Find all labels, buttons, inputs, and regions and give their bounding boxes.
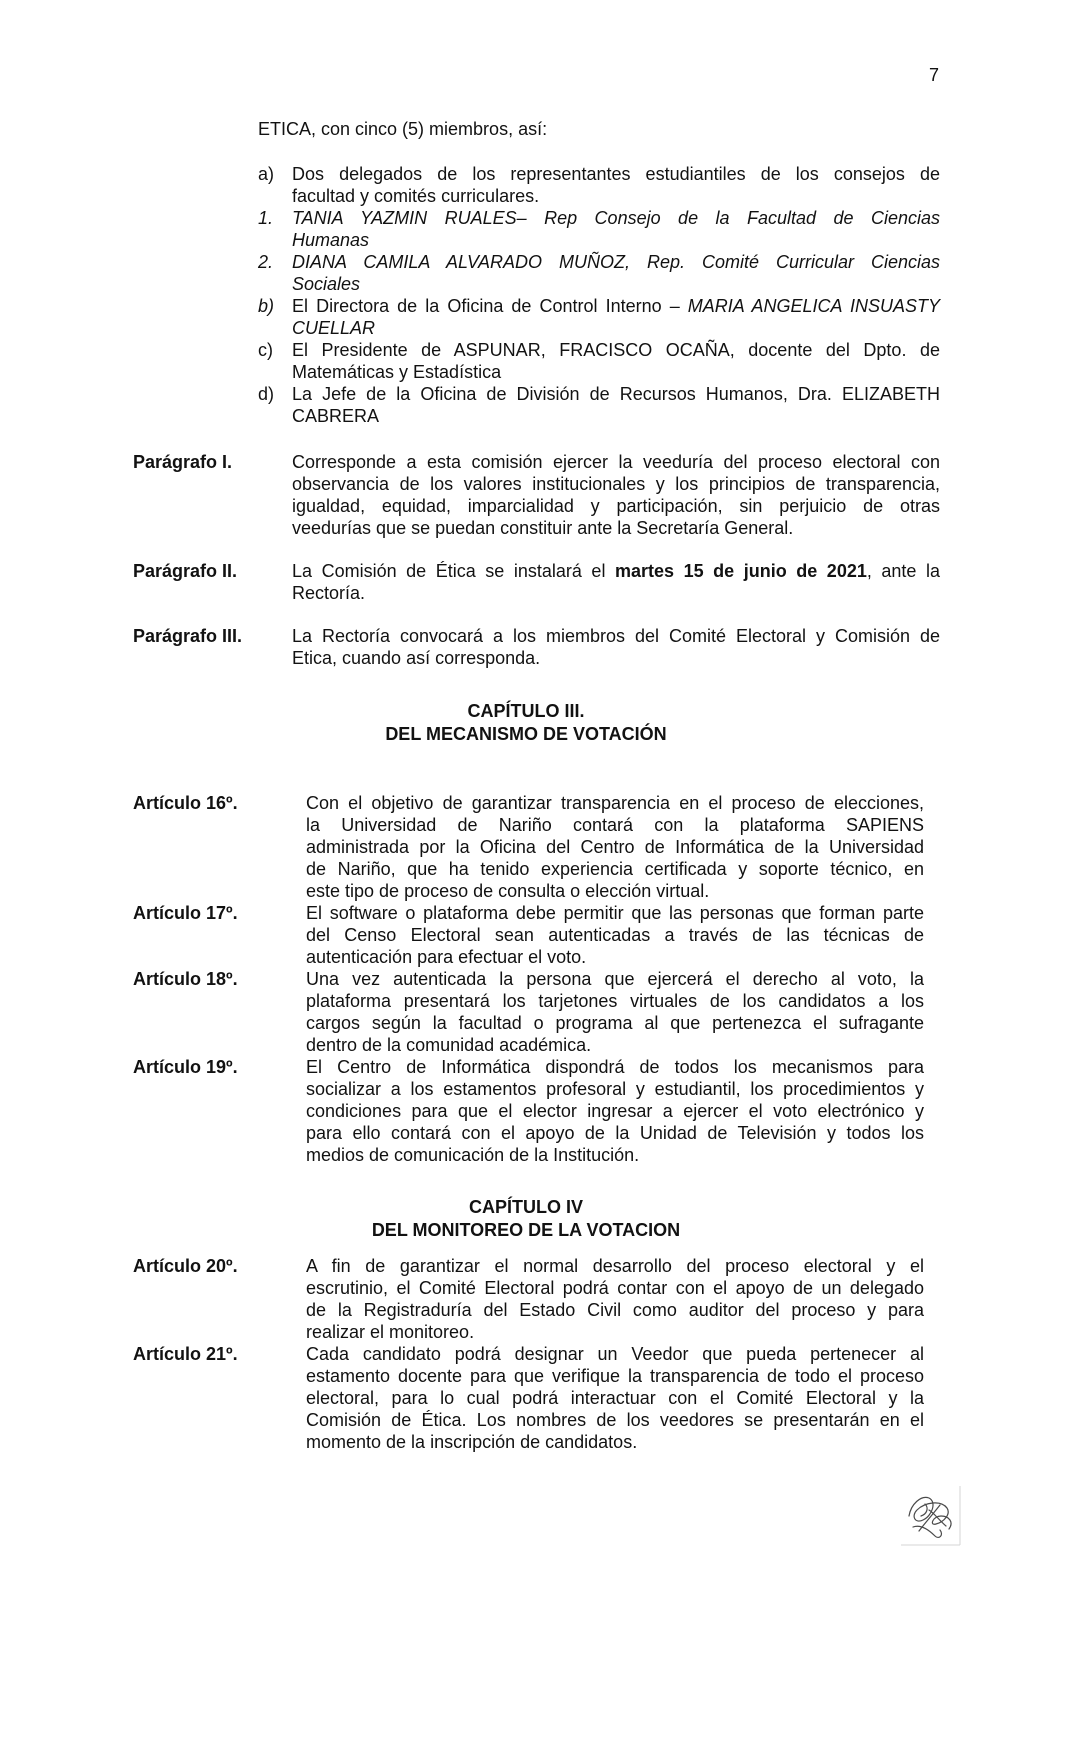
text-line: autenticación para efectuar el voto. (306, 947, 587, 967)
member-item-text (292, 163, 940, 207)
article-label: Artículo 16º. (133, 793, 238, 813)
page-number: 7 (929, 65, 940, 85)
text-line: veedurías que se puedan constituir ante la Secretaría General. (292, 518, 794, 538)
text-line: plataforma presentará los tarjetones virtuales de los candidatos a los (306, 991, 924, 1011)
chapter-3-subtitle: DEL MECANISMO DE VOTACIÓN (385, 724, 667, 744)
members-list (0, 163, 1068, 427)
text-line: administrada por la Oficina del Centro de Informática de la Universidad (306, 837, 924, 857)
text-line: Cada candidato podrá designar un Veedor que pueda pertenecer al (306, 1344, 924, 1364)
article (0, 792, 1068, 902)
member-item (0, 207, 1068, 251)
chapter-3-heading (133, 700, 919, 746)
chapter-4-heading (133, 1196, 919, 1242)
member-item-text (292, 339, 940, 383)
paragraphs-section (0, 451, 1068, 690)
article-label: Artículo 18º. (133, 969, 238, 989)
text-line: igualdad, equidad, imparcialidad y participación, sin perjuicio de otras (292, 496, 940, 516)
text-segment: CUELLAR (292, 318, 376, 338)
article-text (306, 968, 924, 1056)
text-line: facultad y comités curriculares. (292, 186, 540, 206)
member-item-text (292, 207, 940, 251)
article-text (306, 1343, 924, 1453)
member-item-label: 2. (258, 252, 274, 272)
text-line: observancia de los valores institucionales y los principios de transparencia, (292, 474, 940, 494)
text-segment: La Comisión de Ética se instalará el (292, 561, 615, 581)
paragraph-text (292, 625, 940, 669)
text-line: de Nariño, que ha tenido experiencia certificada y soporte técnico, en (306, 859, 924, 879)
member-item (0, 295, 1068, 339)
member-item (0, 339, 1068, 383)
paragraph-label: Parágrafo I. (133, 452, 233, 472)
text-line: Humanas (292, 230, 370, 250)
member-item-text (292, 383, 940, 427)
text-line: para ello contará con el apoyo de la Unidad de Televisión y todos los (306, 1123, 924, 1143)
article (0, 1056, 1068, 1166)
text-line: cargos según la facultad o programa al que pertenezca el sufragante (306, 1013, 924, 1033)
text-segment: , ante la (866, 561, 941, 581)
article (0, 1343, 1068, 1453)
text-line: Etica, cuando así corresponda. (292, 648, 541, 668)
member-item-label: 1. (258, 208, 274, 228)
text-segment: martes 15 de junio de 2021 (615, 561, 867, 581)
text-segment: MARIA ANGELICA INSUASTY (687, 296, 940, 316)
text-line (292, 560, 940, 582)
text-line: momento de la inscripción de candidatos. (306, 1432, 638, 1452)
chapter-4-subtitle: DEL MONITOREO DE LA VOTACION (371, 1220, 681, 1240)
member-item-text (292, 251, 940, 295)
member-item (0, 163, 1068, 207)
text-line: DIANA CAMILA ALVARADO MUÑOZ, Rep. Comité Curricular Ciencias (292, 252, 940, 272)
article-label: Artículo 19º. (133, 1057, 238, 1077)
chapter-4-articles (0, 1255, 1068, 1453)
text-line: El software o plataforma debe permitir que las personas que forman parte (306, 903, 924, 923)
text-line: escrutinio, el Comité Electoral podrá contar con el apoyo de un delegado (306, 1278, 924, 1298)
member-item-label: b) (258, 296, 275, 316)
text-line: realizar el monitoreo. (306, 1322, 475, 1342)
text-line: Comisión de Ética. Los nombres de los veedores se presentarán en el (306, 1410, 924, 1430)
paragraph-text (292, 560, 940, 604)
text-line (292, 295, 940, 317)
member-item (0, 251, 1068, 295)
member-item (0, 383, 1068, 427)
member-item-label: d) (258, 384, 275, 404)
article-label: Artículo 17º. (133, 903, 238, 923)
chapter-3-articles (0, 792, 1068, 1166)
article (0, 902, 1068, 968)
text-line: Dos delegados de los representantes estudiantiles de los consejos de (292, 164, 940, 184)
text-line: El Centro de Informática dispondrá de todos los mecanismos para (306, 1057, 924, 1077)
text-line: Rectoría. (292, 583, 366, 603)
chapter-3-title: CAPÍTULO III. (467, 701, 585, 721)
paragraph (0, 625, 1068, 669)
text-line: socializar a los estamentos profesoral y estudiantil, los procedimientos y (306, 1079, 924, 1099)
text-line: de la Registraduría del Estado Civil como auditor del proceso y para (306, 1300, 924, 1320)
member-item-text (292, 295, 940, 339)
text-line: Sociales (292, 274, 361, 294)
text-line: condiciones para que el elector ingresar a ejercer el voto electrónico y (306, 1101, 924, 1121)
article-text (306, 1056, 924, 1166)
article-label: Artículo 21º. (133, 1344, 238, 1364)
handwritten-signature (899, 1486, 963, 1548)
text-line: El Presidente de ASPUNAR, FRACISCO OCAÑA, docente del Dpto. de (292, 340, 940, 360)
paragraph-label: Parágrafo II. (133, 561, 238, 581)
text-line: TANIA YAZMIN RUALES– Rep Consejo de la Facultad de Ciencias (292, 208, 940, 228)
text-line: del Censo Electoral sean autenticadas a través de las técnicas de (306, 925, 924, 945)
text-segment: El Directora de la Oficina de Control Interno – (292, 296, 688, 316)
text-line: Matemáticas y Estadística (292, 362, 502, 382)
intro-text: ETICA, con cinco (5) miembros, así: (258, 119, 548, 139)
article-text (306, 902, 924, 968)
text-line: Una vez autenticada la persona que ejercerá el derecho al voto, la (306, 969, 924, 989)
text-line: A fin de garantizar el normal desarrollo del proceso electoral y el (306, 1256, 924, 1276)
text-line (292, 317, 940, 339)
paragraph-text (292, 451, 940, 539)
article (0, 1255, 1068, 1343)
chapter-4-title: CAPÍTULO IV (468, 1197, 583, 1217)
text-line: este tipo de proceso de consulta o elección virtual. (306, 881, 710, 901)
member-item-label: c) (258, 340, 273, 360)
text-line: electoral, para lo cual podrá interactuar con el Comité Electoral y la (306, 1388, 924, 1408)
text-line: estamento docente para que verifique la transparencia de todo el proceso (306, 1366, 924, 1386)
article-text (306, 1255, 924, 1343)
text-line: Corresponde a esta comisión ejercer la veeduría del proceso electoral con (292, 452, 940, 472)
text-line: dentro de la comunidad académica. (306, 1035, 592, 1055)
article-text (306, 792, 924, 902)
paragraph (0, 560, 1068, 604)
text-line: CABRERA (292, 406, 380, 426)
text-line: medios de comunicación de la Institución. (306, 1145, 640, 1165)
text-line: Con el objetivo de garantizar transparencia en el proceso de elecciones, (306, 793, 924, 813)
article (0, 968, 1068, 1056)
paragraph (0, 451, 1068, 539)
paragraph-label: Parágrafo III. (133, 626, 243, 646)
article-label: Artículo 20º. (133, 1256, 238, 1276)
member-item-label: a) (258, 164, 275, 184)
text-line: la Universidad de Nariño contará con la plataforma SAPIENS (306, 815, 924, 835)
text-line: La Rectoría convocará a los miembros del Comité Electoral y Comisión de (292, 626, 940, 646)
text-line: La Jefe de la Oficina de División de Recursos Humanos, Dra. ELIZABETH (292, 384, 940, 404)
